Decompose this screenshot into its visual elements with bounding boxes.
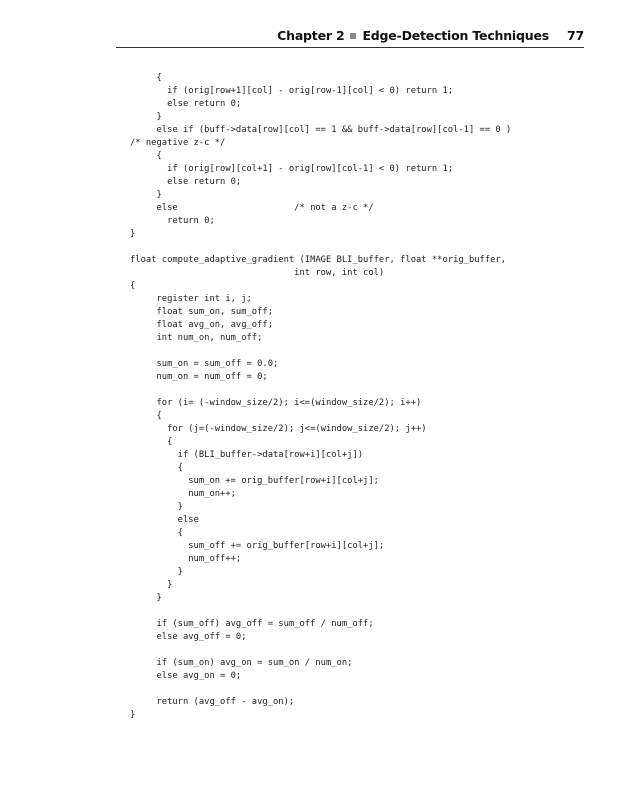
code-line: } [130, 229, 136, 239]
code-line: if (orig[row][col+1] - orig[row][col-1] < 0) return 1; [130, 164, 454, 174]
code-line: { [130, 281, 136, 291]
code-line: sum_on = sum_off = 0.0; [130, 359, 279, 369]
code-line: } [130, 502, 183, 512]
code-line: } [130, 580, 173, 590]
code-line: else return 0; [130, 99, 242, 109]
code-line: else [130, 515, 199, 525]
code-line: num_on++; [130, 489, 236, 499]
code-line: num_off++; [130, 554, 242, 564]
code-line: if (sum_off) avg_off = sum_off / num_off; [130, 619, 374, 629]
code-line: else /* not a z-c */ [130, 203, 374, 213]
code-line: } [130, 112, 162, 122]
code-line: for (j=(-window_size/2); j<=(window_size/2); j++) [130, 424, 427, 434]
header-rule [116, 47, 584, 48]
code-line: { [130, 463, 183, 473]
code-line: if (sum_on) avg_on = sum_on / num_on; [130, 658, 353, 668]
code-line: float sum_on, sum_off; [130, 307, 273, 317]
chapter-label: Chapter 2 [277, 28, 345, 43]
code-line [130, 605, 511, 618]
square-bullet-icon [350, 33, 356, 39]
code-line: { [130, 437, 173, 447]
code-line: { [130, 151, 162, 161]
code-line: register int i, j; [130, 294, 252, 304]
code-line: /* negative z-c */ [130, 138, 226, 148]
page-number: 77 [567, 28, 584, 43]
code-line [130, 241, 511, 254]
code-line: else return 0; [130, 177, 242, 187]
code-line [130, 345, 511, 358]
code-line: } [130, 190, 162, 200]
code-line: if (BLI_buffer->data[row+i][col+j]) [130, 450, 364, 460]
code-line: float avg_on, avg_off; [130, 320, 273, 330]
code-listing [130, 72, 511, 722]
code-line: int num_on, num_off; [130, 333, 263, 343]
code-line: return (avg_off - avg_on); [130, 697, 295, 707]
code-line: else if (buff->data[row][col] == 1 && buff->data[row][col-1] == 0 ) [130, 125, 512, 135]
code-line: for (i= (-window_size/2); i<=(window_size/2); i++) [130, 398, 422, 408]
code-line: num_on = num_off = 0; [130, 372, 268, 382]
code-line: if (orig[row+1][col] - orig[row-1][col] < 0) return 1; [130, 86, 454, 96]
code-line [130, 683, 511, 696]
chapter-title: Edge-Detection Techniques [362, 28, 549, 43]
code-line: int row, int col) [130, 268, 385, 278]
code-line: { [130, 528, 183, 538]
code-line: } [130, 710, 136, 720]
code-line: return 0; [130, 216, 215, 226]
code-line: { [130, 411, 162, 421]
code-line [130, 384, 511, 397]
running-header [116, 28, 584, 48]
code-line: sum_off += orig_buffer[row+i][col+j]; [130, 541, 385, 551]
code-line: else avg_off = 0; [130, 632, 247, 642]
code-line: sum_on += orig_buffer[row+i][col+j]; [130, 476, 379, 486]
code-line: { [130, 73, 162, 83]
code-line: } [130, 593, 162, 603]
code-line: else avg_on = 0; [130, 671, 242, 681]
code-line [130, 644, 511, 657]
code-line: float compute_adaptive_gradient (IMAGE BLI_buffer, float **orig_buffer, [130, 255, 507, 265]
code-line: } [130, 567, 183, 577]
